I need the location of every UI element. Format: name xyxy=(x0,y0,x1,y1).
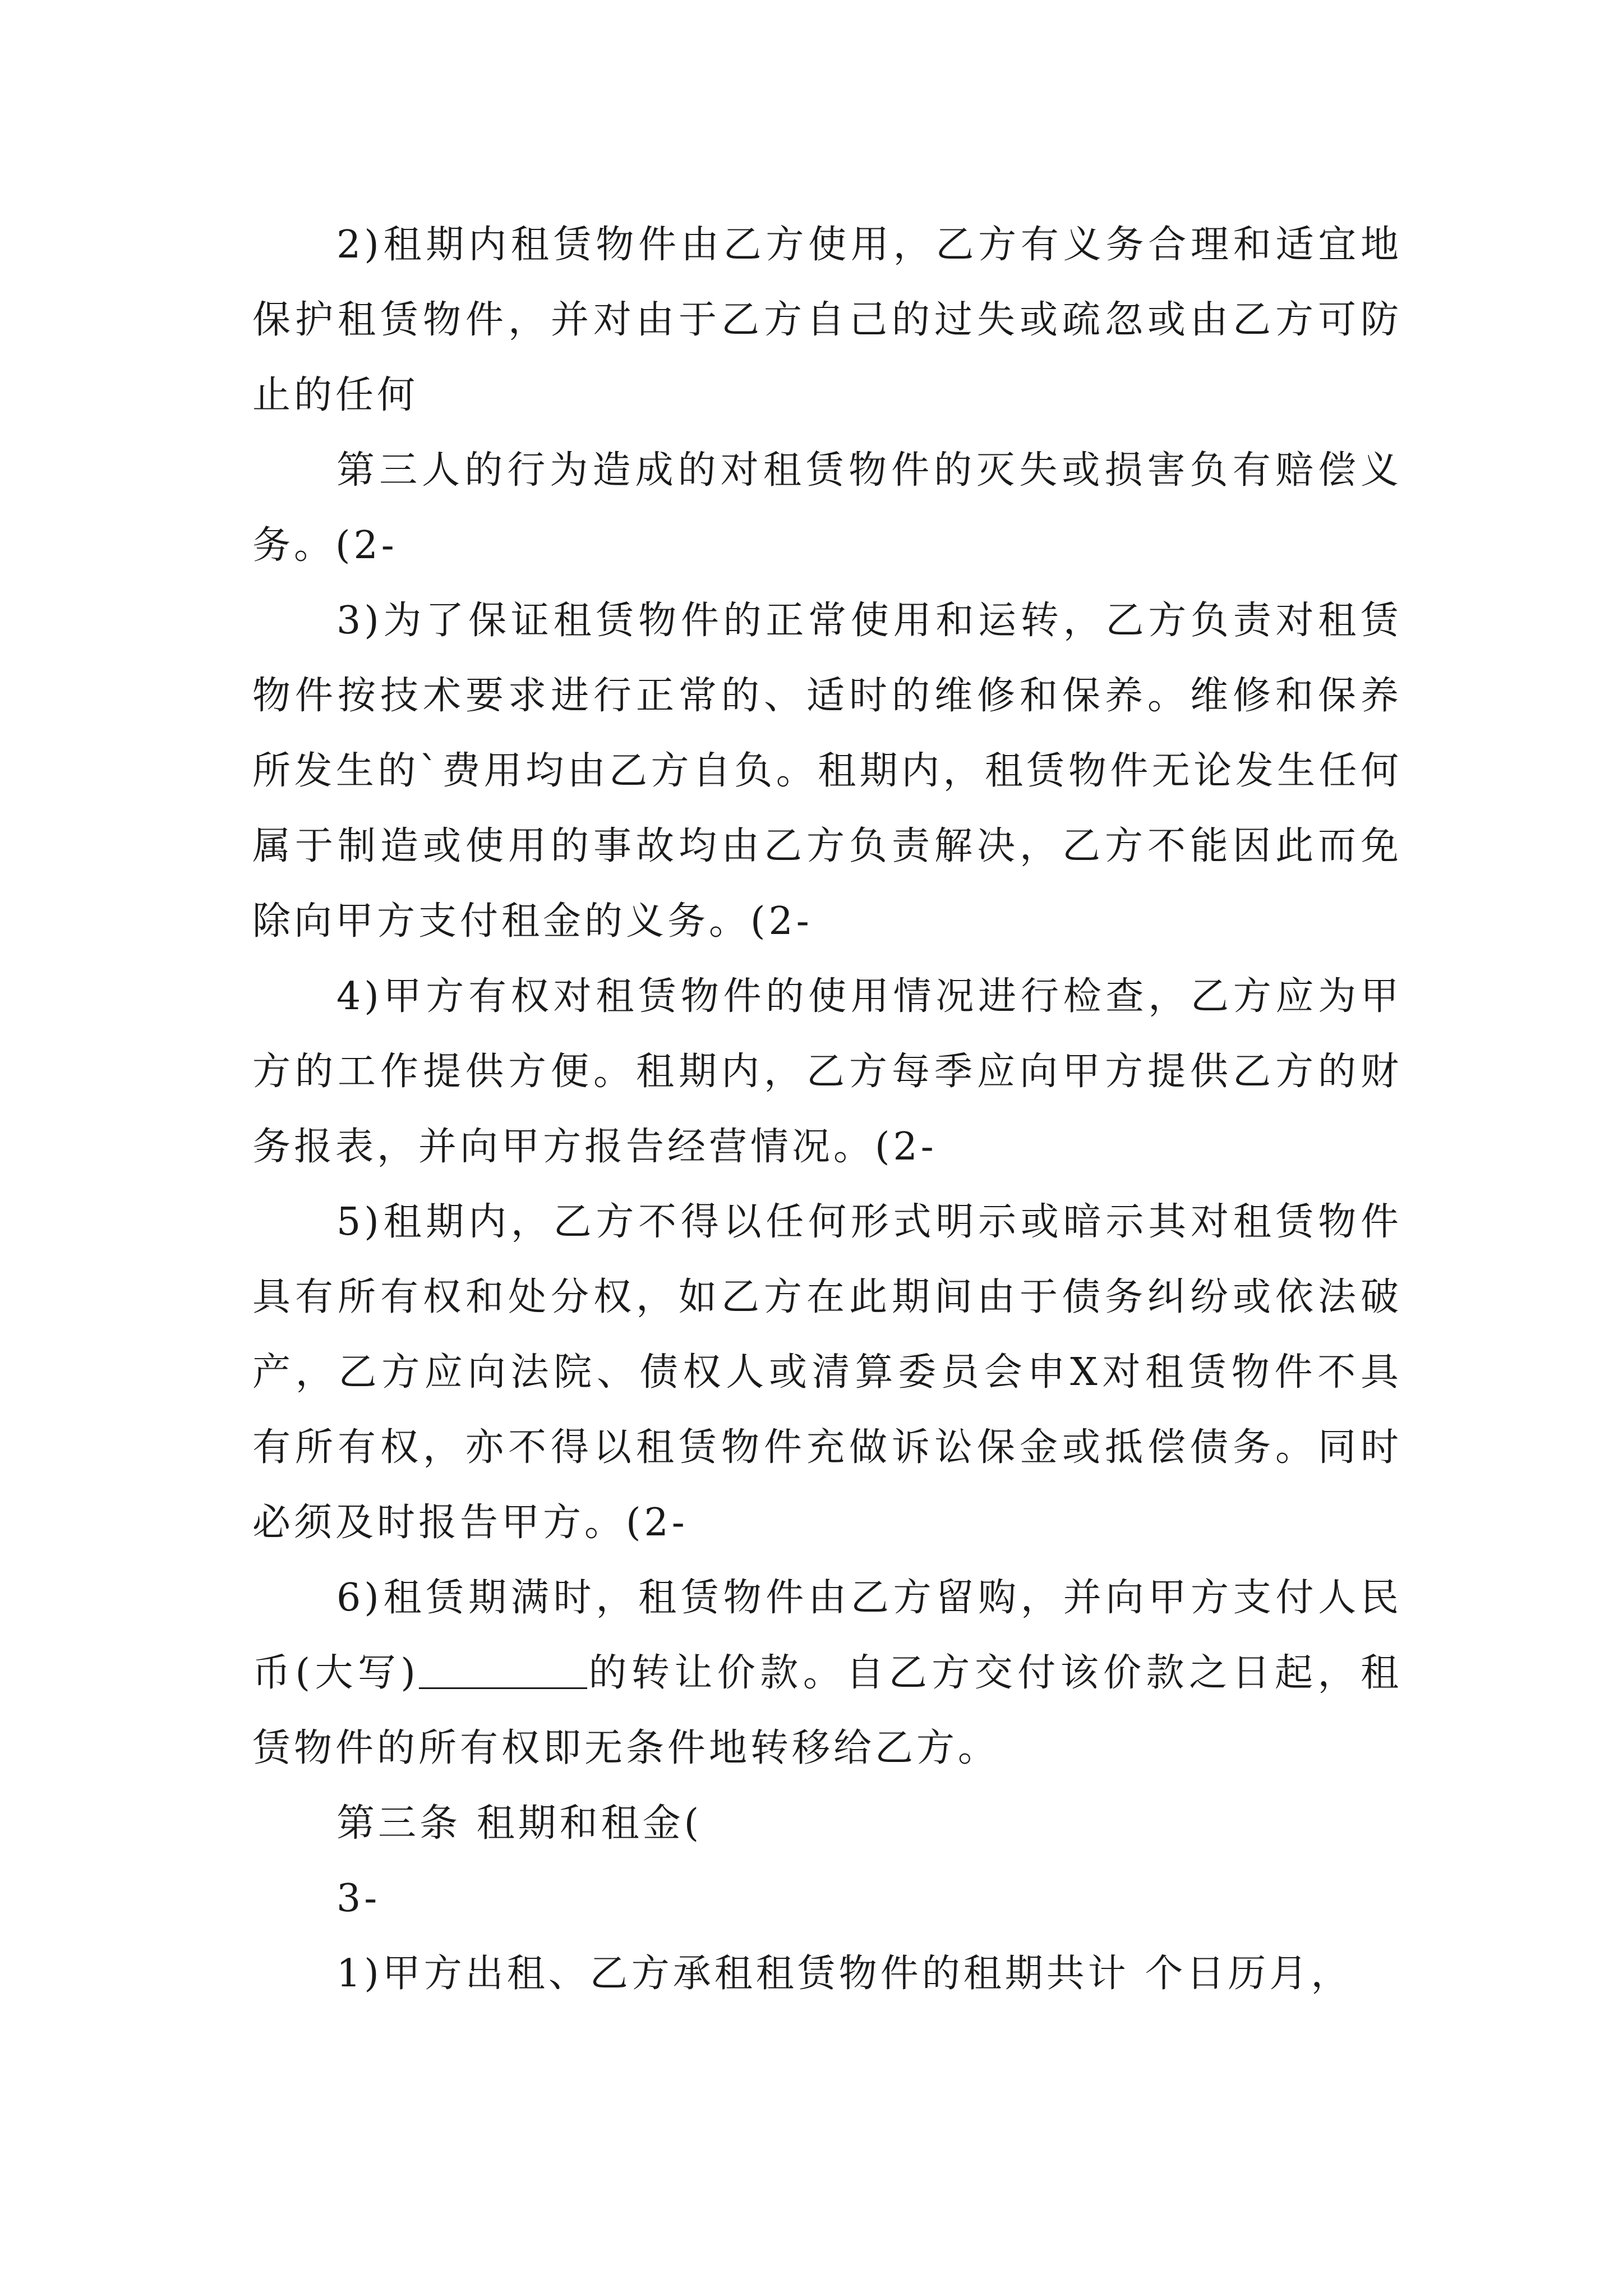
paragraph-2-2: 2)租期内租赁物件由乙方使用，乙方有义务合理和适宜地保护租赁物件，并对由于乙方自己的过失或疏忽或由乙方可防止的任何 xyxy=(252,223,1402,417)
paragraph-3-1: 1)甲方出租、乙方承租租赁物件的租期共计 个日历月， xyxy=(336,1952,1353,1996)
blank-amount-line xyxy=(419,1654,587,1689)
article-3-heading: 第三条 租期和租金( xyxy=(336,1801,703,1846)
paragraph-2-5: 5)租期内，乙方不得以任何形式明示或暗示其对租赁物件具有所有权和处分权，如乙方在此期间由于债务纠纷或依法破产，乙方应向法院、债权人或清算委员会申X对租赁物件不具有所有权，亦不得以租赁物件充做诉讼保金或抵偿债务。同时必须及时报告甲方。(2- xyxy=(252,1200,1402,1545)
article-3-number: 3- xyxy=(336,1876,381,1921)
paragraph-2-6-before: 6)租赁期满时，租赁物件由乙方留购，并向甲方支付人民币(大写) xyxy=(252,1576,1402,1695)
paragraph-2-2-continued: 第三人的行为造成的对租赁物件的灭失或损害负有赔偿义务。(2- xyxy=(252,448,1402,568)
paragraph-2-6-after: 的转让价款。自乙方交付该价款之日起，租赁物件的所有权即无条件地转移给乙方。 xyxy=(252,1651,1402,1770)
paragraph-2-4: 4)甲方有权对租赁物件的使用情况进行检查，乙方应为甲方的工作提供方便。租期内，乙方每季应向甲方提供乙方的财务报表，并向甲方报告经营情况。(2- xyxy=(252,974,1402,1169)
paragraph-2-3: 3)为了保证租赁物件的正常使用和运转，乙方负责对租赁物件按技术要求进行正常的、适时的维修和保养。维修和保养所发生的`费用均由乙方自负。租期内，租赁物件无论发生任何属于制造或使用的事故均由乙方负责解决，乙方不能因此而免除向甲方支付租金的义务。(2- xyxy=(252,599,1402,944)
paragraph-2-6 xyxy=(252,1561,1402,1786)
document-body xyxy=(252,208,1402,2012)
